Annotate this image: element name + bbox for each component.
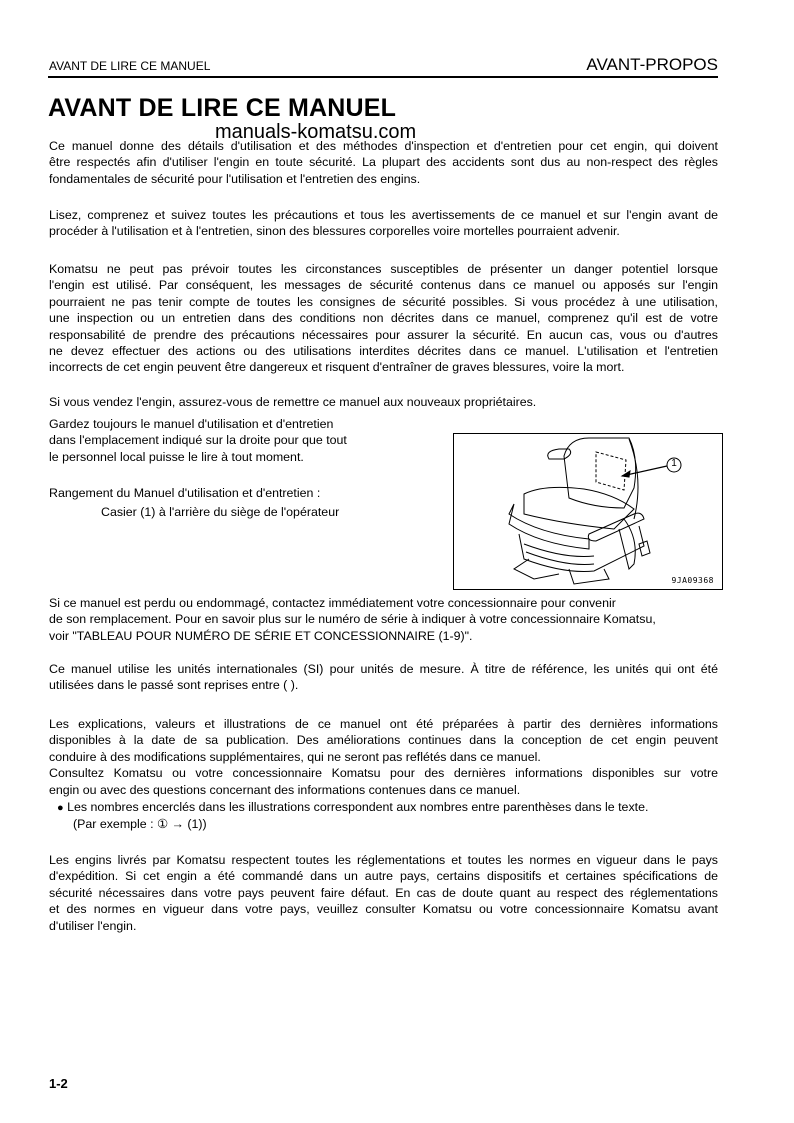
- text-line: Consultez Komatsu ou votre concessionnaire Komatsu pour des dernières informations disponibles sur votre: [49, 766, 718, 781]
- running-header-section: AVANT DE LIRE CE MANUEL: [49, 59, 211, 73]
- bullet-note: [57, 799, 717, 833]
- text-line: voir "TABLEAU POUR NUMÉRO DE SÉRIE ET CONCESSIONNAIRE (1-9)".: [49, 628, 473, 643]
- paragraph-keep: [49, 416, 369, 465]
- text-line: Les engins livrés par Komatsu respectent toutes les réglementations et toutes les normes en vigueur dans le pays: [49, 853, 718, 867]
- page-title: AVANT DE LIRE CE MANUEL: [48, 94, 397, 122]
- paragraph-regulations: [49, 852, 718, 934]
- text-line: Si ce manuel est perdu ou endommagé, contactez immédiatement votre concessionnaire pour convenir: [49, 596, 616, 610]
- text-line: Ce manuel utilise les unités internationales (SI) pour unités de mesure. À titre de référence, les unités qui ont été: [49, 662, 718, 676]
- text-line: l'engin est utilisé. Par conséquent, les messages de sécurité contenus dans ce manuel ou apposés sur l'engin: [49, 278, 718, 293]
- paragraph-sell: [49, 394, 718, 410]
- text-line: pourraient ne pas tenir compte de toutes les consignes de sécurité possibles. Si vous procédez à une utilisation,: [49, 294, 718, 309]
- paragraph-komatsu: [49, 261, 718, 376]
- text-line: fondamentales de sécurité pour l'utilisation et l'entretien des engins.: [49, 171, 421, 186]
- text-line: d'utiliser l'engin.: [49, 918, 137, 933]
- text-line: de son remplacement. Pour en savoir plus sur le numéro de série à indiquer à votre concessionnaire Komatsu,: [49, 612, 656, 627]
- text-line: incorrects de cet engin peuvent être dangereux et risquent d'entraîner de graves blessures, voire la mort.: [49, 360, 625, 375]
- operator-seat-illustration: [454, 434, 722, 589]
- callout-number: 1: [671, 458, 677, 469]
- text-line: disponibles à la date de sa publication. Des améliorations continues dans la conception de cet engin peuvent: [49, 733, 718, 748]
- text-line: être respectés afin d'utiliser l'engin en toute sécurité. La plupart des accidents sont dus au non-respect des règles: [49, 155, 718, 170]
- paragraph-explanations: [49, 716, 718, 798]
- figure-code: 9JA09368: [671, 576, 714, 585]
- text-line: engin ou avec des questions concernant des informations contenues dans ce manuel.: [49, 782, 521, 797]
- storage-label: Rangement du Manuel d'utilisation et d'entretien :: [49, 486, 321, 500]
- text-line: Les explications, valeurs et illustrations de ce manuel ont été préparées à partir des dernières informations: [49, 717, 718, 731]
- text-line: Si vous vendez l'engin, assurez-vous de remettre ce manuel aux nouveaux propriétaires.: [49, 395, 537, 409]
- paragraph-intro: [49, 138, 718, 187]
- text-line: d'expédition. Si cet engin a été commandé dans un autre pays, certains dispositifs et certaines spécifications de: [49, 869, 718, 884]
- storage-value: Casier (1) à l'arrière du siège de l'opérateur: [101, 505, 340, 519]
- bullet-icon: ●: [57, 802, 64, 814]
- text-line: une inspection ou un entretien dans des conditions non décrites dans ce manuel, comprenez qu'il est de votre: [49, 311, 718, 326]
- seat-figure: [453, 433, 723, 590]
- text-line: Komatsu ne peut pas prévoir toutes les circonstances susceptibles de présenter un danger potentiel lorsque: [49, 262, 718, 276]
- running-header-chapter: AVANT-PROPOS: [586, 55, 718, 74]
- text-line: Les nombres encerclés dans les illustrations correspondent aux nombres entre parenthèses dans le texte.: [67, 800, 649, 814]
- text-line: (Par exemple : ① → (1)): [73, 817, 207, 832]
- paragraph-units: [49, 661, 718, 694]
- text-line: Gardez toujours le manuel d'utilisation et d'entretien: [49, 417, 334, 431]
- text-line: utilisées dans le passé sont reprises entre ( ).: [49, 678, 299, 693]
- page-number: 1-2: [49, 1076, 68, 1091]
- text-line: responsabilité de prendre des précautions nécessaires pour assurer la sécurité. En aucun cas, vous ou d'autres: [49, 327, 718, 342]
- watermark: manuals-komatsu.com: [215, 121, 417, 143]
- text-line: sécurité nécessaires dans votre pays peuvent faire défaut. En cas de doute quant au respect des réglementations: [49, 885, 718, 900]
- paragraph-read: [49, 207, 718, 240]
- text-line: ne devez effectuer des actions ou des utilisations interdites décrites dans ce manuel. L'utilisation et l'entretien: [49, 344, 718, 359]
- text-line: et des normes en vigueur dans votre pays, veuillez consulter Komatsu ou votre concessionnaire Komatsu avant: [49, 902, 718, 917]
- paragraph-lost: [49, 595, 718, 644]
- header-rule: [48, 76, 718, 78]
- text-line: Ce manuel donne des détails d'utilisation et des méthodes d'inspection et d'entretien pour cet engin, qui doivent: [49, 139, 718, 153]
- text-line: le personnel local puisse le lire à tout moment.: [49, 449, 304, 464]
- text-line: dans l'emplacement indiqué sur la droite pour que tout: [49, 433, 347, 448]
- text-line: Lisez, comprenez et suivez toutes les précautions et tous les avertissements de ce manuel et sur l'engin avant de: [49, 208, 718, 222]
- text-line: procéder à l'utilisation et à l'entretien, sinon des blessures corporelles voire mortelles pourraient advenir.: [49, 224, 620, 239]
- text-line: conduire à des modifications supplémentaires, qui ne seront pas reflétés dans ce manuel.: [49, 749, 541, 764]
